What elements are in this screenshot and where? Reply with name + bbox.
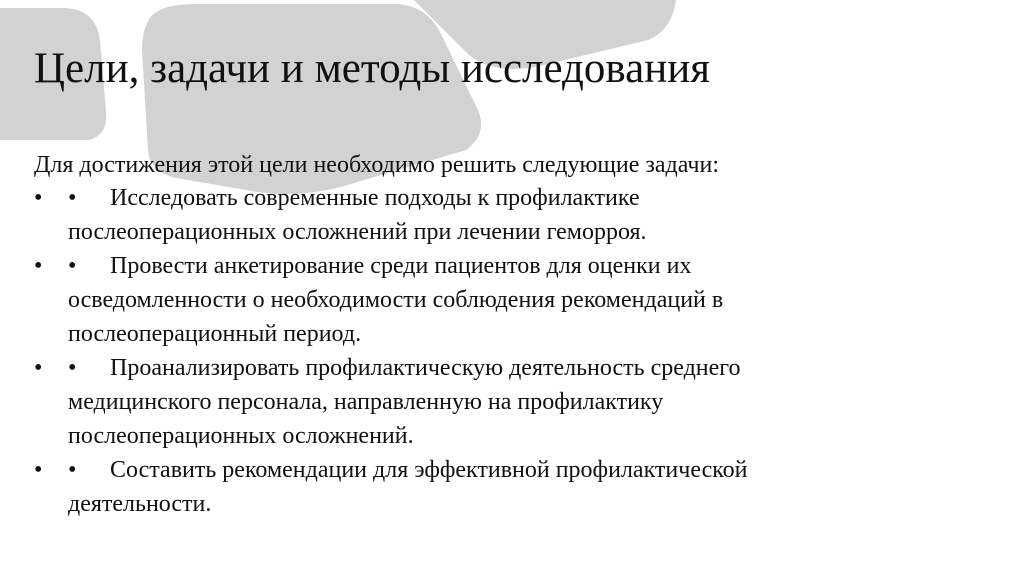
task-line: послеоперационных осложнений при лечении геморроя. [68, 219, 647, 245]
slide-title: Цели, задачи и методы исследования [34, 45, 711, 92]
task-line: Исследовать современные подходы к профилактике [110, 185, 640, 211]
list-item [34, 249, 994, 351]
bullet-inner: • [68, 355, 77, 381]
list-item [34, 181, 994, 249]
task-line: осведомленности о необходимости соблюдения рекомендаций в [68, 287, 724, 313]
bullet-inner: • [68, 185, 77, 211]
task-line: Провести анкетирование среди пациентов для оценки их [110, 253, 692, 279]
bullet-inner: • [68, 457, 77, 483]
bullet-inner: • [68, 253, 77, 279]
task-line: послеоперационных осложнений. [68, 423, 414, 449]
bullet-outer: • [34, 457, 43, 483]
task-line: Проанализировать профилактическую деятельность среднего [110, 355, 741, 381]
task-line: деятельности. [68, 491, 212, 517]
list-item [34, 351, 994, 453]
bullet-outer: • [34, 185, 43, 211]
list-item [34, 453, 994, 521]
task-list [34, 181, 994, 521]
task-line: Составить рекомендации для эффективной профилактической [110, 457, 748, 483]
task-line: медицинского персонала, направленную на профилактику [68, 389, 664, 415]
bullet-outer: • [34, 253, 43, 279]
bullet-outer: • [34, 355, 43, 381]
task-line: послеоперационный период. [68, 321, 362, 347]
intro-text: Для достижения этой цели необходимо решить следующие задачи: [34, 152, 719, 178]
